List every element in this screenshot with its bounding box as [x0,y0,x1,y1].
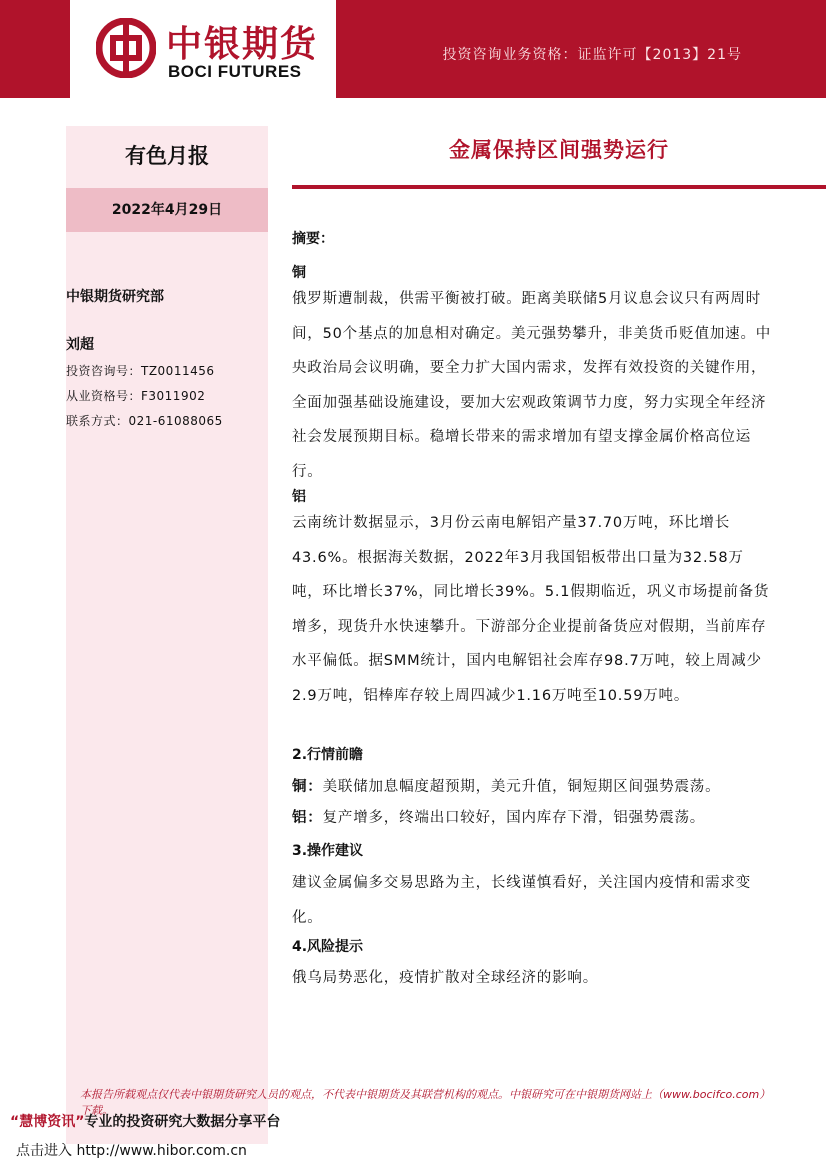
outlook-copper-text: 美联储加息幅度超预期，美元升值，铜短期区间强势震荡。 [322,779,721,795]
outlook-aluminum-label: 铝： [292,810,323,826]
sidebar [66,126,268,1144]
advice-paragraph: 建议金属偏多交易思路为主，长线谨慎看好，关注国内疫情和需求变化。 [292,875,751,926]
watermark-slogan [10,1111,280,1131]
summary-heading: 摘要： [292,231,334,247]
department: 中银期货研究部 [66,289,164,305]
report-date: 2022年4月29日 [111,202,223,218]
risk-paragraph: 俄乌局势恶化，疫情扩散对全球经济的影响。 [292,970,598,986]
outlook-copper [292,770,772,805]
aluminum-heading: 铝 [292,489,306,505]
aluminum-paragraph: 云南统计数据显示，3月份云南电解铝产量37.70万吨，环比增长43.6%。根据海关数据，2022年3月我国铝板带出口量为32.58万吨，环比增长37%，同比增长39%。5.1假期临近，巩义市场提前备货增多，现货升水快速攀升。下游部分企业提前备货应对假期，当前库存水平偏低。据SMM统计，国内电解铝社会库存98.7万吨，较上周减少2.9万吨，铝棒库存较上周四减少1.16万吨至10.59万吨。 [292,515,770,704]
contact-phone: 联系方式：021-61088065 [66,414,223,428]
report-title: 金属保持区间强势运行 [449,137,669,162]
watermark-slogan-text: 专业的投资研究大数据分享平台 [84,1114,281,1130]
risk-heading: 4.风险提示 [292,939,364,955]
consult-id: 投资咨询号：TZ0011456 [66,364,215,378]
watermark-brand: “慧博资讯” [10,1114,85,1130]
copper-paragraph: 俄罗斯遭制裁，供需平衡被打破。距离美联储5月议息会议只有两周时间，50个基点的加息相对确定。美元强势攀升，非美货币贬值加速。中央政治局会议明确，要全力扩大国内需求，发挥有效投资的关键作用，全面加强基础设施建设，要加大宏观政策调节力度，努力实现全年经济社会发展预期目标。稳增长带来的需求增加有望支撑金属价格高位运行。 [292,291,772,480]
watermark-link[interactable]: 点击进入 http://www.hibor.com.cn [16,1143,247,1159]
author-name: 刘超 [66,337,94,353]
logo [70,0,336,98]
report-type: 有色月报 [125,143,209,168]
outlook-copper-label: 铜： [292,779,323,795]
outlook-aluminum [292,801,772,836]
advice-heading: 3.操作建议 [292,843,364,859]
copper-heading: 铜 [292,265,306,281]
outlook-aluminum-text: 复产增多，终端出口较好，国内库存下滑，铝强势震荡。 [322,810,706,826]
boc-logo-icon [96,18,156,78]
title-divider [292,185,826,189]
license-text: 投资咨询业务资格：证监许可【2013】21号 [442,47,742,63]
practice-id: 从业资格号：F3011902 [66,389,206,403]
logo-chinese-name: 中银期货 [166,23,319,65]
disclaimer: 本报告所载观点仅代表中银期货研究人员的观点，不代表中银期货及其联营机构的观点。中银研究可在中银期货网站上（www.bocifco.com）下载。 [80,1088,771,1117]
outlook-heading: 2.行情前瞻 [292,747,364,763]
logo-english-name: BOCI FUTURES [168,62,302,81]
